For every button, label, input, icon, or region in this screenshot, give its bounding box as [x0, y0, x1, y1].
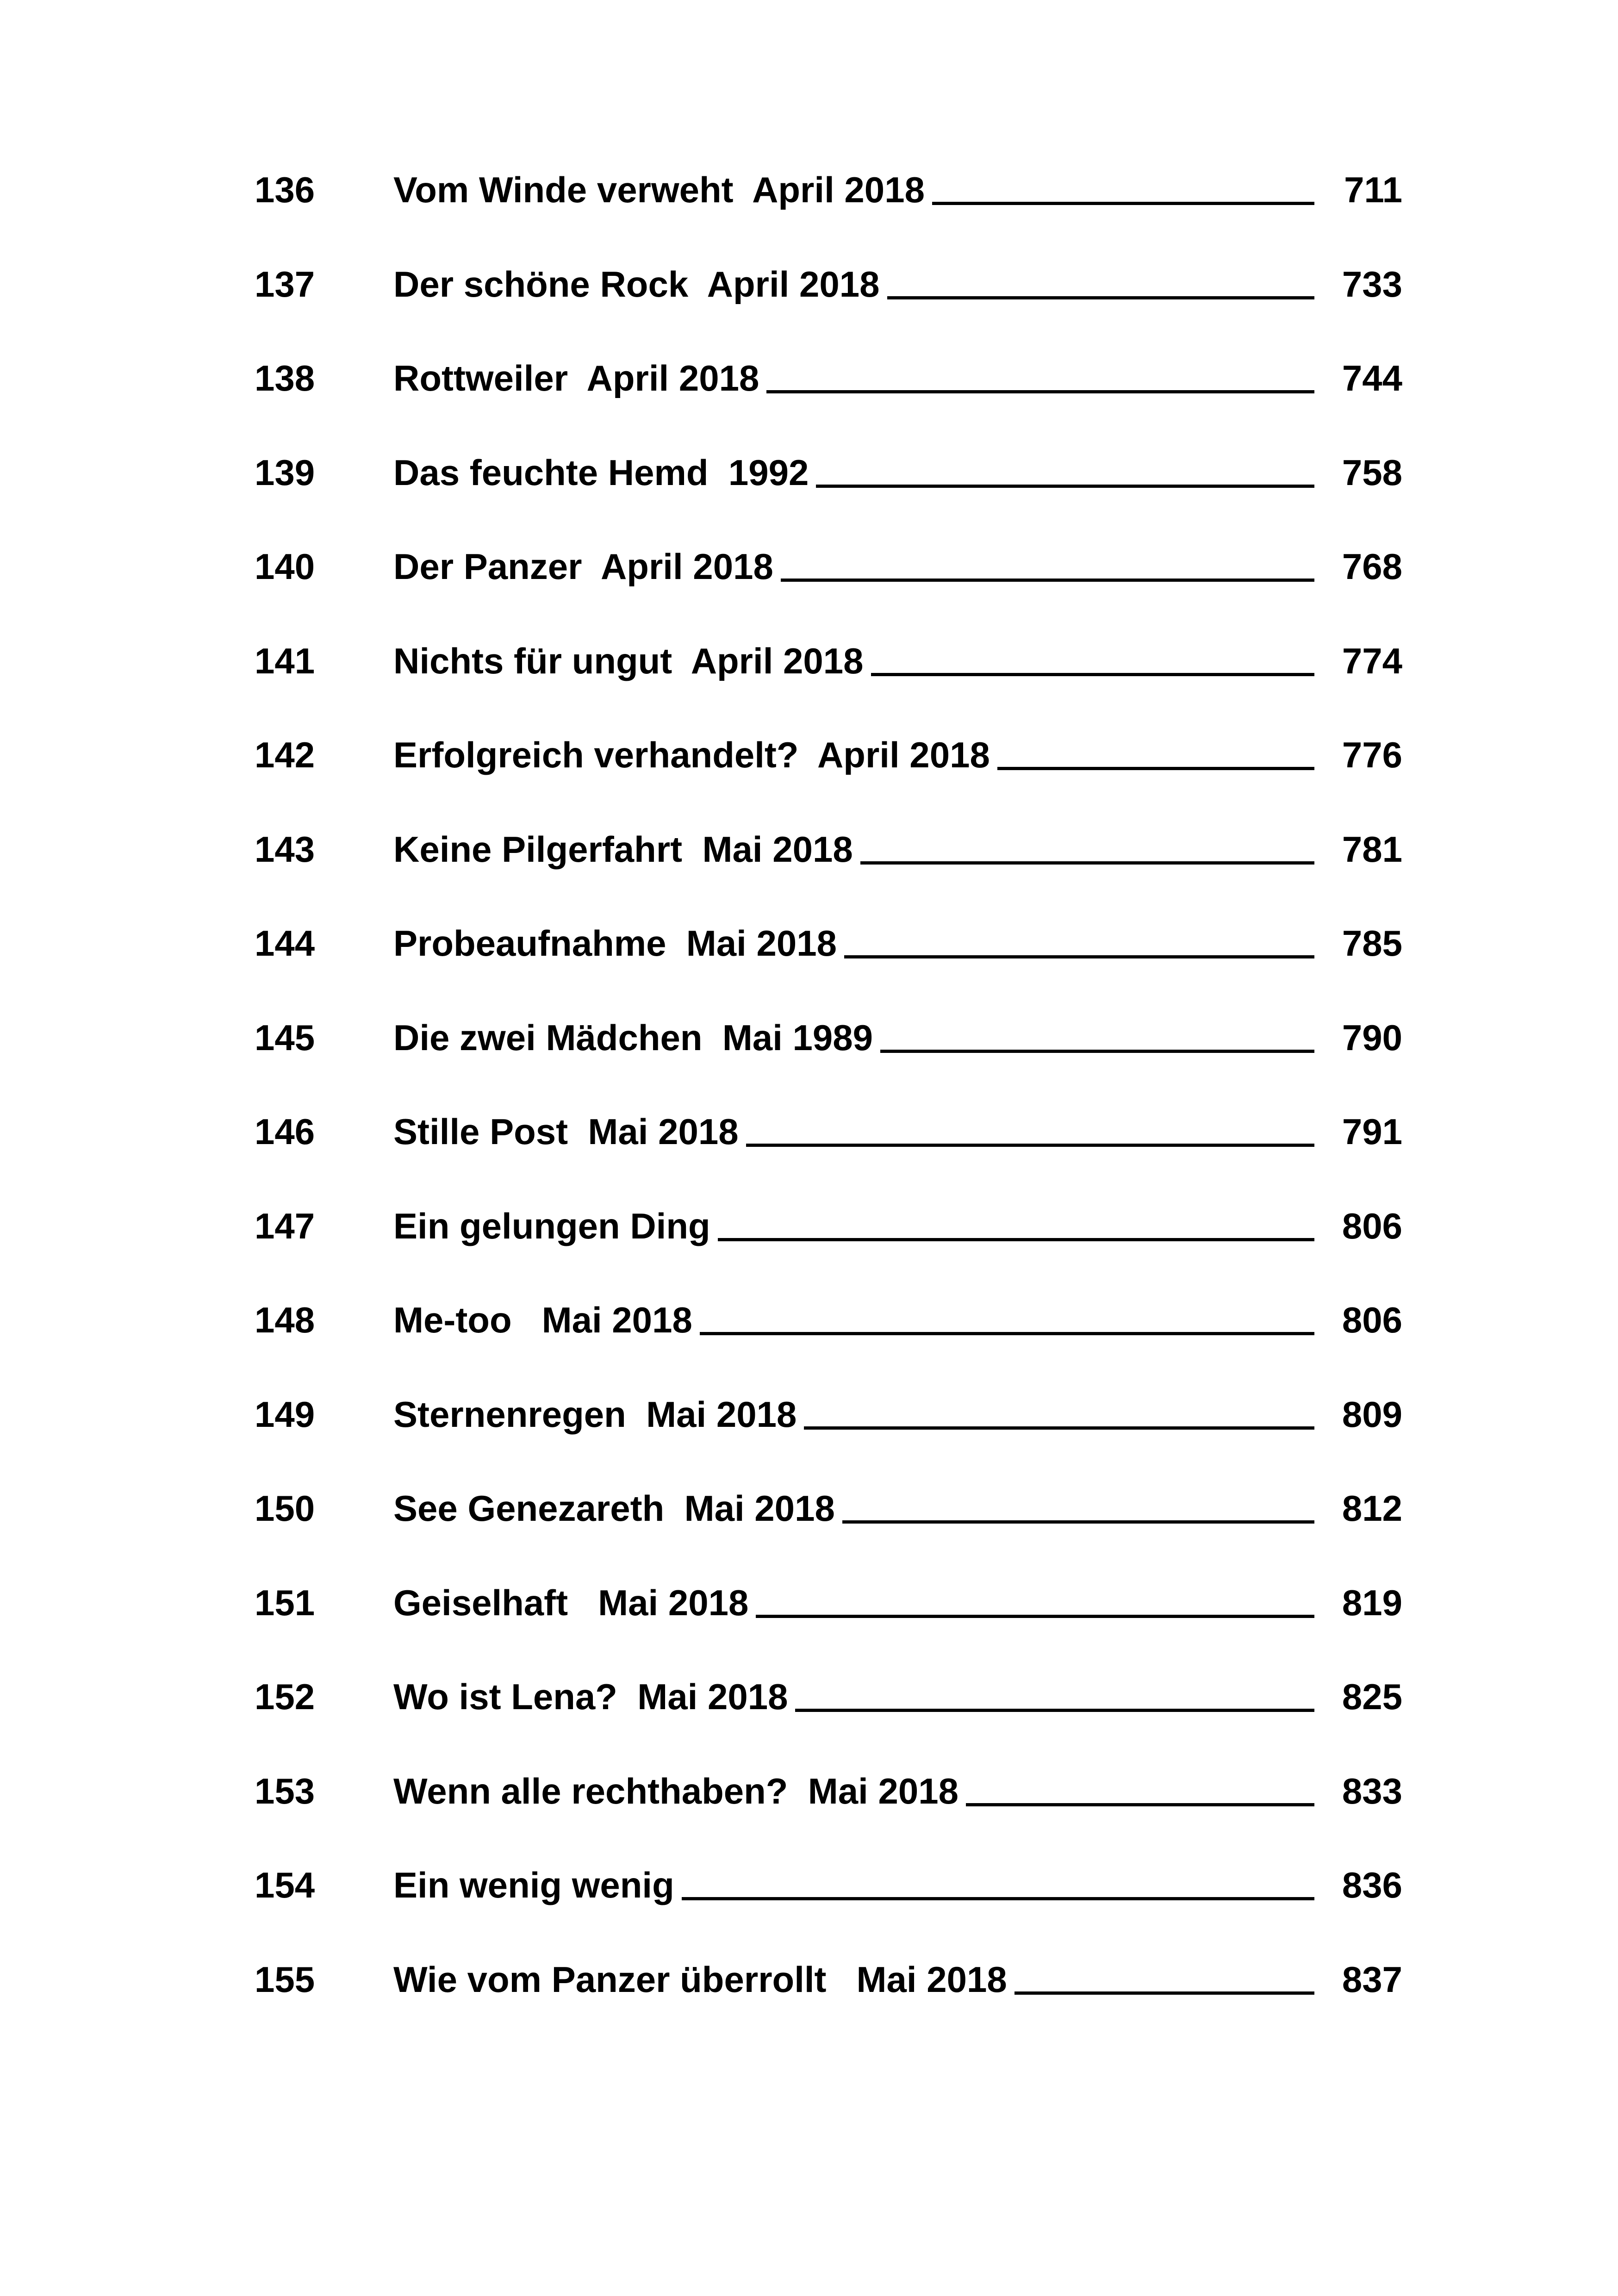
- toc-entry-title: Me-too Mai 2018: [393, 1300, 692, 1340]
- toc-entry-page: 774: [1342, 640, 1402, 681]
- toc-entry-title-wrap: [393, 638, 1314, 684]
- toc-entry-page: 837: [1342, 1959, 1402, 2000]
- toc-leader-line: [816, 485, 1314, 488]
- toc-entry-title: Der Panzer April 2018: [393, 546, 773, 587]
- toc-entry-page: 809: [1342, 1394, 1402, 1435]
- toc-entry-number: 146: [255, 1111, 315, 1152]
- toc-entry: [255, 638, 1402, 732]
- toc-entry-number: 142: [255, 734, 315, 775]
- toc-entry-page: 819: [1342, 1582, 1402, 1623]
- toc-entry-page: 825: [1342, 1676, 1402, 1717]
- toc-entry-page: 812: [1342, 1488, 1402, 1529]
- toc-entry: [255, 1203, 1402, 1297]
- toc-entry: [255, 732, 1402, 826]
- toc-entry: [255, 543, 1402, 638]
- toc-entry-title-wrap: [393, 1485, 1314, 1531]
- toc-entry-title-wrap: [393, 920, 1314, 966]
- toc-leader-line: [795, 1709, 1314, 1712]
- toc-entry-title-wrap: [393, 1580, 1314, 1626]
- toc-entry-number: 155: [255, 1959, 315, 2000]
- toc-entry: [255, 449, 1402, 544]
- toc-entry-title: Probeaufnahme Mai 2018: [393, 923, 837, 964]
- toc-entry: [255, 1014, 1402, 1109]
- toc-leader-line: [700, 1332, 1314, 1335]
- toc-entry: [255, 1862, 1402, 1956]
- toc-entry-title-wrap: [393, 1203, 1314, 1249]
- toc-entry-title: Wenn alle rechthaben? Mai 2018: [393, 1770, 958, 1811]
- toc-entry: [255, 1674, 1402, 1768]
- toc-leader-line: [966, 1803, 1314, 1806]
- toc-entry-number: 141: [255, 640, 315, 681]
- toc-entry: [255, 1768, 1402, 1862]
- toc-entry-title: Wo ist Lena? Mai 2018: [393, 1676, 788, 1717]
- toc-leader-line: [766, 390, 1314, 393]
- toc-entry-title: Ein gelungen Ding: [393, 1205, 710, 1246]
- toc-entry: [255, 826, 1402, 921]
- toc-entry-title: Keine Pilgerfahrt Mai 2018: [393, 828, 853, 870]
- toc-entry-title: Rottweiler April 2018: [393, 358, 759, 398]
- table-of-contents: [255, 167, 1402, 2050]
- toc-entry-title: Sternenregen Mai 2018: [393, 1394, 797, 1435]
- toc-entry: [255, 1391, 1402, 1486]
- toc-leader-line: [756, 1615, 1314, 1618]
- toc-entry-title: Stille Post Mai 2018: [393, 1111, 739, 1152]
- toc-entry-title-wrap: [393, 1108, 1314, 1155]
- toc-entry-number: 143: [255, 828, 315, 870]
- toc-entry-title-wrap: [393, 1956, 1314, 2003]
- toc-entry-title-wrap: [393, 1391, 1314, 1437]
- toc-entry-title: Geiselhaft Mai 2018: [393, 1582, 749, 1623]
- toc-entry-page: 744: [1342, 358, 1402, 398]
- toc-entry-title-wrap: [393, 449, 1314, 496]
- toc-entry: [255, 1108, 1402, 1203]
- toc-entry-page: 806: [1342, 1205, 1402, 1246]
- toc-entry-number: 154: [255, 1865, 315, 1905]
- toc-entry-page: 781: [1342, 828, 1402, 870]
- toc-entry-title-wrap: [393, 826, 1314, 872]
- toc-entry-page: 806: [1342, 1300, 1402, 1340]
- toc-entry-title: See Genezareth Mai 2018: [393, 1488, 835, 1529]
- toc-entry-page: 833: [1342, 1770, 1402, 1811]
- toc-leader-line: [871, 673, 1314, 676]
- toc-entry-title: Nichts für ungut April 2018: [393, 640, 864, 681]
- toc-entry-title: Das feuchte Hemd 1992: [393, 452, 809, 493]
- toc-entry-title-wrap: [393, 1297, 1314, 1343]
- toc-leader-line: [746, 1144, 1314, 1147]
- toc-leader-line: [682, 1897, 1314, 1900]
- toc-entry-title-wrap: [393, 1674, 1314, 1720]
- toc-entry-title: Die zwei Mädchen Mai 1989: [393, 1017, 873, 1058]
- toc-entry-number: 137: [255, 263, 315, 305]
- toc-entry-number: 150: [255, 1488, 315, 1529]
- toc-leader-line: [860, 861, 1314, 865]
- toc-entry: [255, 355, 1402, 449]
- toc-entry-title-wrap: [393, 1768, 1314, 1814]
- toc-entry-number: 153: [255, 1770, 315, 1811]
- toc-entry: [255, 1485, 1402, 1580]
- toc-entry-title-wrap: [393, 167, 1314, 213]
- toc-entry-title-wrap: [393, 261, 1314, 307]
- toc-entry: [255, 1580, 1402, 1674]
- toc-entry-page: 711: [1344, 169, 1402, 210]
- toc-leader-line: [844, 955, 1314, 958]
- toc-leader-line: [804, 1426, 1314, 1430]
- toc-entry: [255, 1956, 1402, 2051]
- toc-entry-number: 148: [255, 1300, 315, 1340]
- toc-entry-title: Der schöne Rock April 2018: [393, 263, 880, 305]
- toc-entry-title-wrap: [393, 732, 1314, 778]
- toc-entry-title: Wie vom Panzer überrollt Mai 2018: [393, 1959, 1007, 2000]
- toc-entry-title-wrap: [393, 1862, 1314, 1908]
- toc-entry: [255, 1297, 1402, 1391]
- toc-entry-number: 144: [255, 923, 315, 964]
- toc-entry-page: 776: [1342, 734, 1402, 775]
- toc-leader-line: [842, 1520, 1314, 1524]
- toc-entry-title: Vom Winde verweht April 2018: [393, 169, 925, 210]
- toc-entry-page: 768: [1342, 546, 1402, 587]
- toc-entry-page: 733: [1342, 263, 1402, 305]
- toc-entry-number: 136: [255, 169, 315, 210]
- toc-leader-line: [887, 296, 1314, 299]
- toc-leader-line: [781, 579, 1314, 582]
- toc-leader-line: [880, 1050, 1314, 1053]
- toc-entry: [255, 920, 1402, 1014]
- toc-entry-number: 149: [255, 1394, 315, 1435]
- toc-entry-page: 790: [1342, 1017, 1402, 1058]
- toc-entry-title: Erfolgreich verhandelt? April 2018: [393, 734, 990, 775]
- toc-entry-page: 758: [1342, 452, 1402, 493]
- toc-entry-title-wrap: [393, 543, 1314, 590]
- toc-entry-number: 140: [255, 546, 315, 587]
- toc-entry-number: 138: [255, 358, 315, 398]
- toc-entry-page: 836: [1342, 1865, 1402, 1905]
- toc-entry-title-wrap: [393, 1014, 1314, 1061]
- toc-entry-number: 152: [255, 1676, 315, 1717]
- toc-entry-number: 139: [255, 452, 315, 493]
- toc-leader-line: [932, 202, 1314, 205]
- toc-leader-line: [718, 1238, 1314, 1241]
- toc-entry-title-wrap: [393, 355, 1314, 401]
- toc-entry-number: 145: [255, 1017, 315, 1058]
- toc-entry-number: 151: [255, 1582, 315, 1623]
- toc-entry-title: Ein wenig wenig: [393, 1865, 674, 1905]
- toc-entry-page: 785: [1342, 923, 1402, 964]
- toc-leader-line: [1014, 1991, 1314, 1995]
- toc-entry: [255, 261, 1402, 355]
- toc-entry-page: 791: [1342, 1111, 1402, 1152]
- toc-entry: [255, 167, 1402, 261]
- toc-entry-number: 147: [255, 1205, 315, 1246]
- toc-leader-line: [997, 767, 1314, 770]
